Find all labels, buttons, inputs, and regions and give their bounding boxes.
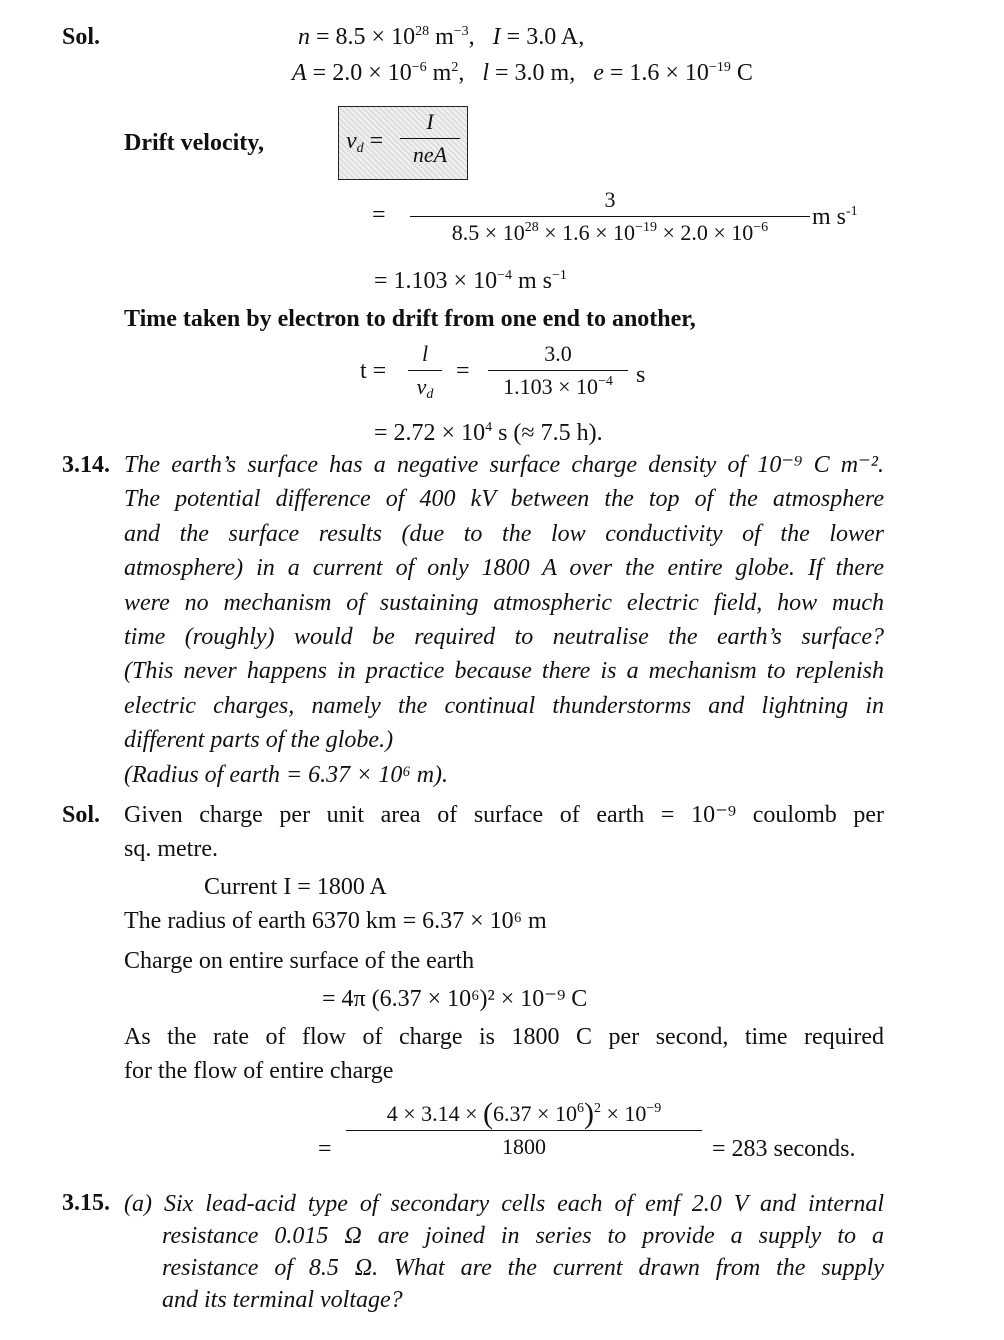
given-e-exp: −19 (708, 60, 731, 75)
vd-subscript-2: d (426, 387, 434, 402)
sol-label: Sol. (62, 24, 101, 50)
step1-den-exp2: −19 (635, 220, 657, 235)
charge-label: Charge on entire surface of the earth (124, 948, 475, 974)
rate-line-2: for the flow of entire charge (124, 1058, 394, 1084)
step1-eq: = (372, 202, 386, 228)
sol-label-2: Sol. (62, 802, 101, 828)
final-num-exp2: −9 (646, 1101, 662, 1116)
question-number-3-14: 3.14. (62, 452, 110, 478)
given-a-unit-exp: 2 (451, 60, 459, 75)
step1-unit (812, 202, 858, 232)
time-frac2-den-exp: −4 (598, 374, 613, 389)
time-result (374, 418, 603, 448)
time-frac1-den (417, 373, 434, 401)
time-fraction-2 (488, 340, 628, 401)
step1-unit-text: m s (812, 204, 847, 230)
current-value: Current I = 1800 A (204, 874, 387, 900)
q314-line-9: different parts of the globe.) (124, 727, 394, 754)
given-charge-line-1: Given charge per unit area of surface of earth = 10⁻⁹ coulomb per (124, 802, 884, 828)
step2-result (374, 266, 567, 296)
radius-value: The radius of earth 6370 km = 6.37 × 10⁶ m (124, 908, 547, 934)
step2-exp: −4 (497, 268, 512, 283)
final-fraction (346, 1097, 702, 1161)
vd-subscript: d (356, 141, 364, 156)
vd-symbol-2: v (416, 374, 427, 399)
time-unit: s (636, 362, 646, 388)
step2-unit: m s (511, 268, 552, 294)
step1-fraction (410, 186, 810, 247)
time-lhs: t = (360, 358, 387, 384)
q314-line-5: were no mechanism of sustaining atmospheric electric field, how much (124, 589, 884, 616)
question-3-14-text (124, 448, 884, 792)
step1-den (452, 219, 768, 247)
fraction-bar (410, 216, 810, 217)
q314-line-3: and the surface results (due to the low conductivity of the lower (124, 520, 884, 547)
q314-line-8: electric charges, namely the continual thunderstorms and lightning in (124, 692, 884, 719)
final-result: = 283 seconds. (712, 1136, 856, 1162)
q314-line-1: The earth’s surface has a negative surface charge density of 10⁻⁹ C m⁻². (124, 452, 884, 478)
step1-den-c: × 2.0 × 10 (656, 220, 754, 245)
final-num: $4 \times 3.14 \times (6.37 \times 10^6)^2 \times 10^{-9}$ (386, 1097, 662, 1130)
final-num-paren: ( (483, 1097, 494, 1130)
drift-velocity-label: Drift velocity, (124, 130, 264, 156)
time-result-exp: 4 (485, 420, 493, 435)
final-num-sq: 2 (593, 1101, 601, 1116)
step1-num: 3 (604, 187, 616, 212)
time-fraction-1 (408, 340, 442, 401)
step1-den-exp1: 28 (524, 220, 539, 235)
final-num-a: 4 × 3.14 × (386, 1101, 484, 1126)
fraction-bar (408, 370, 442, 371)
given-charge-line-2: sq. metre. (124, 836, 218, 862)
final-num-b: × 10 (600, 1101, 647, 1126)
q314-line-2: The potential difference of 400 kV between the top of the atmosphere (124, 486, 884, 513)
step1-den-a: 8.5 × 10 (451, 220, 525, 245)
time-frac2-den-text: 1.103 × 10 (503, 374, 598, 399)
time-eq: = (456, 358, 470, 384)
given-n-unit-exp: −3 (453, 24, 469, 39)
fraction-bar (346, 1130, 702, 1131)
time-taken-text: Time taken by electron to drift from one end to another, (124, 306, 696, 332)
given-line-1: $n = 8.5 \times 10^{28}$ $m^{-3}$, I = 3.0 A, (298, 24, 585, 50)
step1-den-b: × 1.6 × 10 (538, 220, 636, 245)
q314-line-7: (This never happens in practice because there is a mechanism to replenish (124, 658, 884, 685)
time-result-value: = 2.72 × 10 (374, 420, 486, 446)
step2-unit-exp: −1 (552, 268, 567, 283)
q315-line-4: and its terminal voltage? (162, 1287, 403, 1313)
final-num-exp: 6 (576, 1101, 584, 1116)
time-frac1-num: l (421, 341, 429, 366)
drift-fraction-den: neA (412, 142, 448, 167)
drift-eq-sign: = (369, 128, 384, 154)
drift-fraction-num: I (426, 109, 434, 134)
time-frac2-den (503, 373, 613, 401)
rate-line-1: As the rate of flow of charge is 1800 C per second, time required (124, 1024, 884, 1050)
fraction-bar (488, 370, 628, 371)
given-line-2: $A = 2.0 \times 10^{-6}$ $m^2$, l = 3.0 m, $e = 1.6 \times 10^{-19}$ C (292, 60, 753, 86)
question-number-3-15: 3.15. (62, 1190, 110, 1216)
final-den: 1800 (502, 1134, 546, 1159)
step1-unit-exp: -1 (846, 204, 858, 219)
question-3-15-text (124, 1188, 884, 1316)
q314-line-4: atmosphere) in a current of only 1800 A over the entire globe. If there (124, 555, 884, 582)
given-n-exp: 28 (415, 24, 430, 39)
q315-line-3: resistance of 8.5 Ω. What are the current drawn from the supply (162, 1255, 884, 1281)
step2-value: = 1.103 × 10 (374, 268, 498, 294)
time-frac2-num: 3.0 (544, 341, 572, 366)
drift-fraction (400, 108, 460, 169)
final-eq: = (318, 1136, 332, 1162)
given-a-exp: −6 (411, 60, 427, 75)
final-num-close: ) (583, 1097, 594, 1130)
fraction-bar (400, 138, 460, 139)
vd-symbol: v (346, 128, 357, 154)
q314-radius-note: (Radius of earth = 6.37 × 10⁶ m). (124, 761, 449, 788)
time-result-unit: s (≈ 7.5 h). (492, 420, 603, 446)
drift-formula-lhs (346, 128, 383, 155)
q315-line-1: (a) Six lead-acid type of secondary cells each of emf 2.0 V and internal (124, 1191, 884, 1217)
q315-line-2: resistance 0.015 Ω are joined in series to provide a supply to a (162, 1223, 884, 1249)
step1-den-exp3: −6 (753, 220, 769, 235)
charge-value: = 4π (6.37 × 10⁶)² × 10⁻⁹ C (322, 986, 588, 1012)
q314-line-6: time (roughly) would be required to neutralise the earth’s surface? (124, 624, 884, 651)
